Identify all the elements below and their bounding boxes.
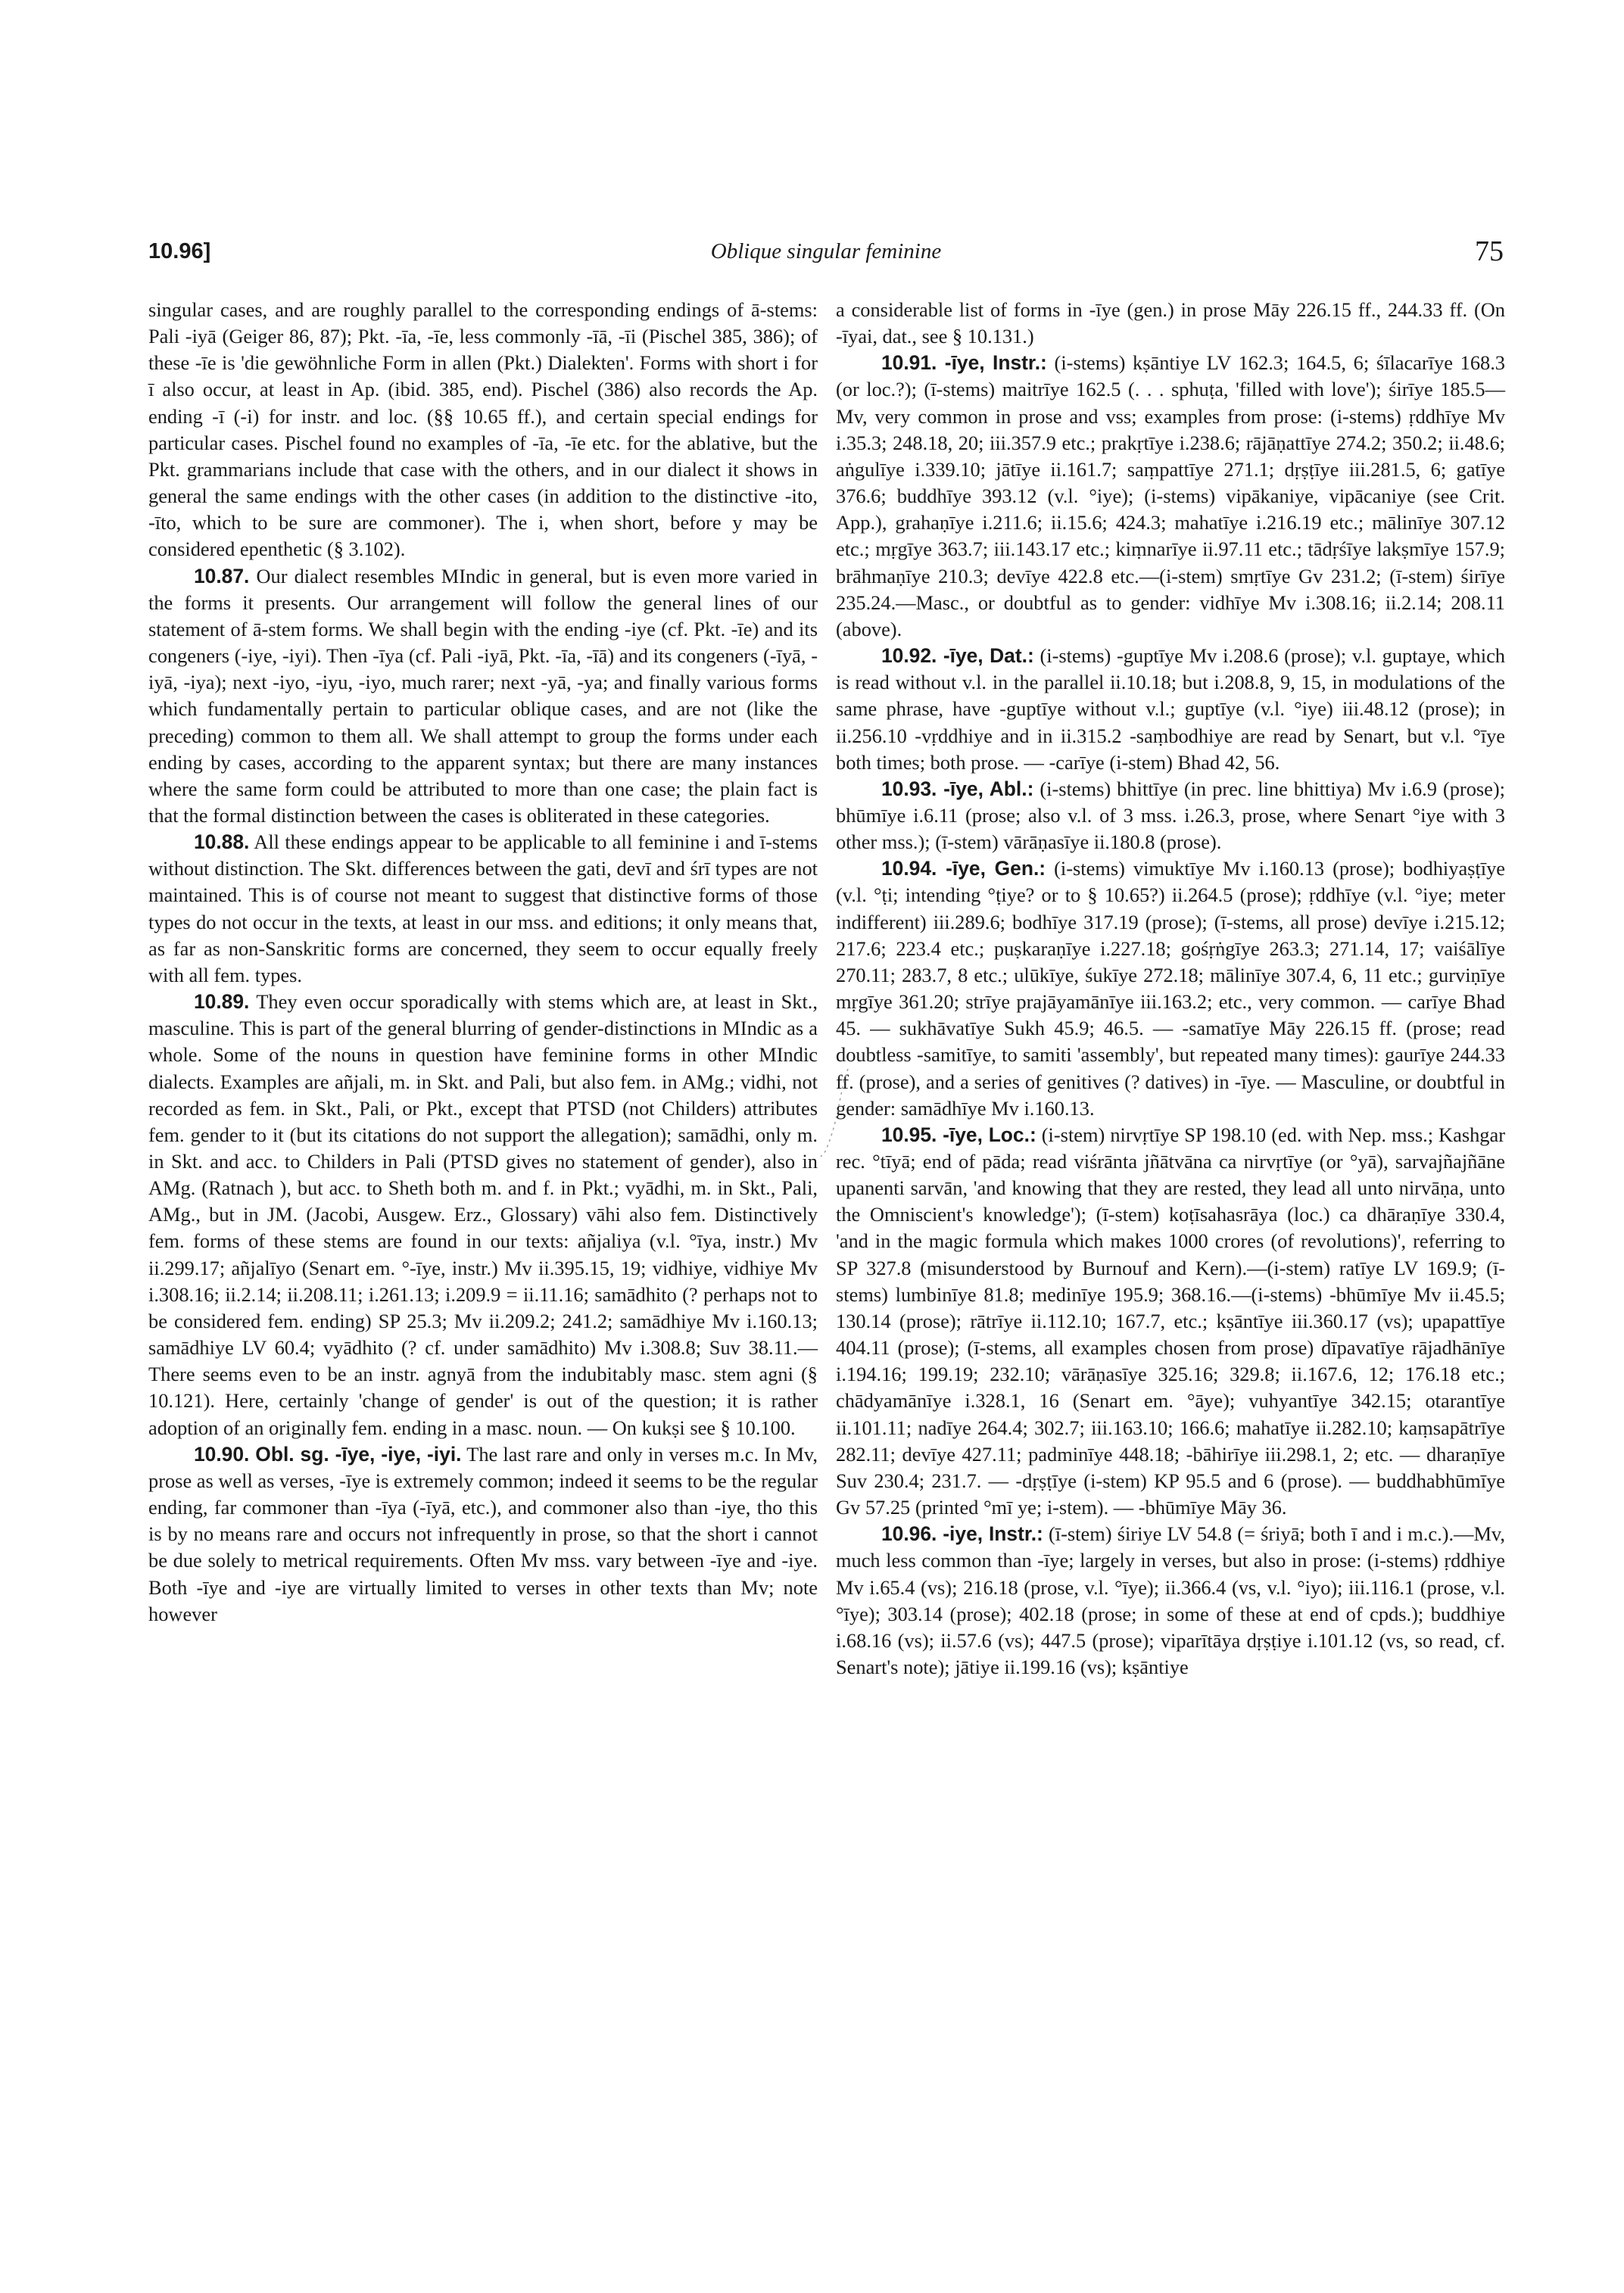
paragraph-number: 10.94. -īye, Gen.: [881, 857, 1046, 880]
paragraph: 10.96. -iye, Instr.: (ī-stem) śiriye LV 54.8 (= śriyā; both ī and i m.c.).—Mv, much less common than -īye; largely in verses, but also in prose: (i-stems) ṛddhiye Mv i.65.4 (vs); 216.18 (prose, v.l. °īye); ii.366.4 (vs, v.l. °iyo); iii.116.1 (prose, v.l. °īye); 303.14 (prose); 402.18 (prose; in some of these at end of cpds.); buddhiye i.68.16 (vs); ii.57.6 (vs); 447.5 (prose); viparītāya dṛṣṭiye i.101.12 (vs, so read, cf. Senart's note); jātiye ii.199.16 (vs); kṣāntiye [836, 1522, 1505, 1678]
paragraph: 10.94. -īye, Gen.: (i-stems) vimuktīye Mv i.160.13 (prose); bodhiyaṣṭīye (v.l. °ṭi; intending °ṭiye? or to § 10.65?) ii.264.5 (prose); ṛddhīye (v.l. °iye; meter indifferent) iii.289.6; bodhīye 317.19 (prose); (ī-stems, all prose) devīye i.215.12; 217.6; 223.4 etc.; puṣkaraṇīye i.227.18; gośṛṅgīye 263.3; 271.14, 17; vaiśālīye 270.11; 283.7, 8 etc.; ulūkīye, śukīye 272.18; mālinīye 307.4, 6, 11 etc.; gurviṇīye mṛgīye 361.20; strīye prajāyamānīye iii.163.2; etc., very common. — carīye Bhad 45. — sukhāvatīye Sukh 45.9; 46.5. — -samatīye Māy 226.15 ff. (prose; read doubtless -samitīye, to samiti 'assembly', but repeated many times): gaurīye 244.33 ff. (prose), and a series of genitives (? datives) in -īye. — Masculine, or doubtful in gender: samādhīye Mv i.160.13. [836, 857, 1505, 1120]
paragraph-number: 10.90. Obl. sg. -īye, -iye, -iyi. [194, 1442, 462, 1466]
paragraph-number: 10.88. [194, 830, 250, 854]
paragraph: singular cases, and are roughly parallel to the corresponding endings of ā-stems: Pali -iyā (Geiger 86, 87); Pkt. -īa, -īe, less commonly -īā, -īi (Pischel 385, 386); of these -īe is 'die gewöhnliche Form in allen (Pkt.) Dialekten'. Forms with short i for ī also occur, at least in Ap. (ibid. 385, end). Pischel (386) also records the Ap. ending -ī (-i) for instr. and loc. (§§ 10.65 ff.), and certain special endings for particular cases. Pischel found no examples of -īa, -īe etc. for the ablative, but the Pkt. grammarians include that case with the others, and in our dialect it shows in general the same endings with the other cases (in addition to the distinctive -ito, -īto, which to be sure are commoner). The i, when short, before y may be considered epenthetic (§ 3.102). [148, 298, 818, 561]
running-title: Oblique singular feminine [710, 239, 942, 263]
paragraph-number: 10.87. [194, 564, 250, 587]
paragraph: 10.89. They even occur sporadically with stems which are, at least in Skt., masculine. This is part of the general blurring of gender-distinctions in MIndic as a whole. Some of the nouns in question have feminine forms in other MIndic dialects. Examples are añjali, m. in Skt. and Pali, but also fem. in AMg.; vidhi, not recorded as fem. in Skt., Pali, or Pkt., except that PTSD (not Childers) attributes fem. gender to it (but its citations do not support the allegation); samādhi, only m. in Skt. and acc. to Childers in Pali (PTSD gives no statement of gender), also in AMg. (Ratnach ), but acc. to Sheth both m. and f. in Pkt.; vyādhi, m. in Skt., Pali, AMg., but in JM. (Jacobi, Ausgew. Erz., Glossary) vāhi also fem. Distinctively fem. forms of these stems are found in our texts: añjaliya (v.l. °īya, instr.) Mv ii.299.17; añjalīyo (Senart em. °-īye, instr.) Mv ii.395.15, 19; vidhiye, vidhiye Mv i.308.16; ii.2.14; ii.208.11; i.261.13; i.209.9 = ii.11.16; samādhito (? perhaps not to be considered fem. ending) SP 25.3; Mv ii.209.2; 241.2; samādhiye Mv i.160.13; samādhiye LV 60.4; vyādhito (? cf. under samādhito) Mv i.308.8; Suv 38.11.—There seems even to be an instr. agnyā from the indubitably masc. stem agni (§ 10.121). Here, certainly 'change of gender' is out of the question; it is rather adoption of an originally fem. ending in a masc. noun. — On kukṣi see § 10.100. [148, 990, 818, 1439]
left-column [148, 297, 818, 1628]
section-reference: 10.96] [148, 239, 211, 263]
paragraph-number: 10.92. -īye, Dat.: [881, 644, 1034, 668]
paragraph: 10.90. Obl. sg. -īye, -iye, -iyi. The last rare and only in verses m.c. In Mv, prose as well as verses, -īye is extremely common; indeed it seems to be the regular ending, far commoner than -īya (-īyā, etc.), and commoner also than -iye, tho this is by no means rare and occurs not infrequently in prose, so that the short i cannot be due solely to metrical requirements. Often Mv mss. vary between -īye and -iye. Both -īye and -iye are virtually limited to verses in other texts than Mv; note however [148, 1442, 818, 1625]
paragraph: 10.88. All these endings appear to be applicable to all feminine i and ī-stems without distinction. The Skt. differences between the gati, devī and śrī types are not maintained. This is of course not meant to suggest that distinctive forms of those types do not occur in the texts, at least in our mss. and editions; it only means that, as far as non-Sanskritic forms are concerned, they seem to occur equally freely with all fem. types. [148, 830, 818, 986]
paragraph: 10.92. -īye, Dat.: (i-stems) -guptīye Mv i.208.6 (prose); v.l. guptaye, which is read without v.l. in the parallel ii.10.18; but i.208.8, 9, 15, in modulations of the same phrase, have -guptīye without v.l.; guptīye (v.l. °iye) iii.48.12 (prose); in ii.256.10 -vṛddhiye and in ii.315.2 -saṃbodhiye are read by Senart, but v.l. °īye both times; both prose. — -carīye (i-stem) Bhad 42, 56. [836, 644, 1505, 774]
paragraph: a considerable list of forms in -īye (gen.) in prose Māy 226.15 ff., 244.33 ff. (On -īyai, dat., see § 10.131.) [836, 298, 1505, 348]
paragraph-number: 10.96. -iye, Instr.: [881, 1522, 1043, 1546]
right-column [836, 297, 1505, 1681]
running-header [148, 236, 1504, 274]
paragraph: 10.95. -īye, Loc.: (i-stem) nirvṛtīye SP 198.10 (ed. with Nep. mss.; Kashgar rec. °tīyā; end of pāda; read viśrānta jñātvāna ca nirvṛtīye (or °yā), sarvajñajñāne upanenti sarvān, 'and knowing that they are rested, they lead all unto nirvāṇa, unto the Omniscient's knowledge'); (ī-stem) koṭīsahasrāya (loc.) ca dhāraṇīye 330.4, 'and in the magic formula which makes 1000 crores (of revolutions)', referring to SP 327.8 (misunderstood by Burnouf and Kern).—(i-stem) ratīye LV 169.9; (ī-stems) lumbinīye 81.8; medinīye 195.9; 368.16.—(i-stems) -bhūmīye Mv ii.45.5; 130.14 (prose); rātrīye ii.112.10; 167.7, etc.; kṣāntīye iii.360.17 (vs); upapattīye 404.11 (prose); (ī-stems, all examples chosen from prose) dīpavatīye rājadhānīye i.194.16; 199.19; 232.10; vārāṇasīye 325.16; 329.8; ii.167.6, 12; 176.18 etc.; chādyamānīye i.328.1, 16 (Senart em. °āye); vuhyantīye 342.15; otarantīye ii.101.11; nadīye 264.4; 302.7; iii.163.10; 166.6; mahatīye ii.282.10; kaṃsapātrīye 282.11; devīye 427.11; padminīye 448.18; -bāhirīye iii.298.1, 2; etc. — dharaṇīye Suv 230.4; 231.7. — -dṛṣṭīye (i-stem) KP 95.5 and 6 (prose). — buddhabhūmīye Gv 57.25 (printed °mī ye; i-stem). — -bhūmīye Māy 36. [836, 1123, 1505, 1519]
paragraph: 10.91. -īye, Instr.: (i-stems) kṣāntiye LV 162.3; 164.5, 6; śīlacarīye 168.3 (or loc.?); (ī-stems) maitrīye 162.5 (. . . sphuṭa, 'filled with love'); śirīye 185.5—Mv, very common in prose and vss; examples from prose: (i-stems) ṛddhīye Mv i.35.3; 248.18, 20; iii.357.9 etc.; prakṛtīye i.238.6; rājāṇattīye 274.2; 350.2; ii.48.6; aṅgulīye i.339.10; jātīye ii.161.7; saṃpattīye 271.1; dṛṣṭīye iii.281.5, 6; gatīye 376.6; buddhīye 393.12 (v.l. °iye); (i-stems) vipākaniye, vipācaniye (see Crit. App.), grahaṇīye i.211.6; ii.15.6; 424.3; mahatīye i.216.19 etc.; mālinīye 307.12 etc.; mṛgīye 363.7; iii.143.17 etc.; kiṃnarīye ii.97.11 etc.; tādṛśīye lakṣmīye 157.9; brāhmaṇīye 210.3; devīye 422.8 etc.—(i-stem) smṛtīye Gv 231.2; (ī-stem) śirīye 235.24.—Masc., or doubtful as to gender: vidhīye Mv i.308.16; ii.2.14; 208.11 (above). [836, 351, 1506, 640]
pencil-mark [818, 1067, 863, 1158]
paragraph: 10.93. -īye, Abl.: (i-stems) bhittīye (in prec. line bhittiya) Mv i.6.9 (prose); bhūmīye i.6.11 (prose; also v.l. of 3 mss. i.26.3, prose, where Senart °iye with 3 other mss.); (ī-stem) vārāṇasīye ii.180.8 (prose). [836, 777, 1505, 854]
paragraph: 10.87. Our dialect resembles MIndic in general, but is even more varied in the forms it presents. Our arrangement will follow the general lines of our statement of ā-stem forms. We shall begin with the ending -iye (cf. Pkt. -īe) and its congeners (-iye, -iyi). Then -īya (cf. Pali -iyā, Pkt. -īa, -īā) and its congeners (-īyā, -iyā, -iya); next -iyo, -iyu, -iyo, much rarer; next -yā, -ya; and finally various forms which fundamentally pertain to particular oblique cases, and are not (like the preceding) common to them all. We shall attempt to group the forms under each ending by cases, according to the apparent syntax; but there are many instances where the same form could be attributed to more than one case; the plain fact is that the formal distinction between the cases is obliterated in these categories. [148, 564, 818, 827]
paragraph-number: 10.89. [194, 990, 250, 1014]
paragraph-number: 10.93. -īye, Abl.: [881, 777, 1034, 800]
paragraph-number: 10.95. -īye, Loc.: [881, 1123, 1036, 1146]
paragraph-number: 10.91. -īye, Instr.: [881, 351, 1047, 375]
page-number: 75 [1475, 235, 1504, 267]
